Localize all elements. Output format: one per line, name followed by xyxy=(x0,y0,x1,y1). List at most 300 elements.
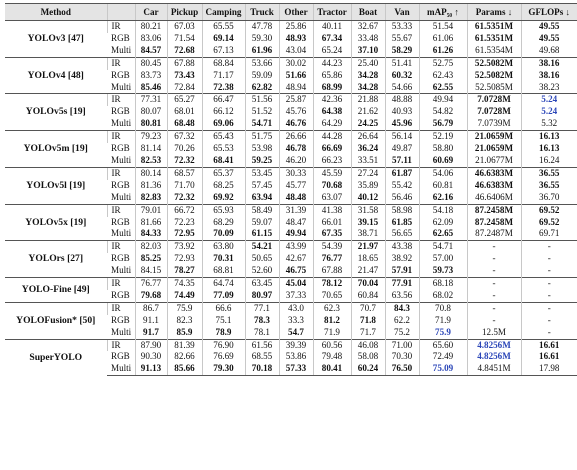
map50-cell: 51.54 xyxy=(419,21,467,33)
method-name: YOLOv5x [19] xyxy=(5,204,107,241)
tractor-cell: 67.34 xyxy=(313,33,351,45)
car-cell: 80.14 xyxy=(135,167,167,179)
car-cell: 76.77 xyxy=(135,278,167,290)
other-cell: 48.47 xyxy=(279,217,313,229)
gflops-cell: 36.70 xyxy=(521,192,577,204)
pickup-cell: 74.35 xyxy=(167,278,202,290)
other-cell: 30.02 xyxy=(279,57,313,69)
pickup-cell: 82.3 xyxy=(167,315,202,327)
map50-cell: 54.18 xyxy=(419,204,467,216)
van-cell: 77.91 xyxy=(385,278,419,290)
modality-cell: RGB xyxy=(111,253,130,264)
boat-cell: 60.84 xyxy=(351,290,385,302)
truck-cell: 51.52 xyxy=(245,106,279,118)
modality-cell: RGB xyxy=(111,106,130,117)
map50-cell: 68.18 xyxy=(419,278,467,290)
boat-cell: 33.48 xyxy=(351,33,385,45)
map50-cell: 54.06 xyxy=(419,167,467,179)
car-cell: 81.36 xyxy=(135,180,167,192)
tractor-cell: 40.11 xyxy=(313,21,351,33)
other-cell: 43.04 xyxy=(279,45,313,57)
camping-cell: 67.13 xyxy=(202,45,245,57)
table-row xyxy=(5,167,577,179)
other-cell: 46.20 xyxy=(279,155,313,167)
params-cell: - xyxy=(467,290,521,302)
camping-cell: 77.09 xyxy=(202,290,245,302)
boat-cell: 60.24 xyxy=(351,363,385,375)
modality-cell: Multi xyxy=(107,363,135,375)
gflops-cell: - xyxy=(521,278,577,290)
camping-cell: 65.93 xyxy=(202,204,245,216)
modality-cell: IR xyxy=(107,278,135,290)
boat-cell: 34.28 xyxy=(351,82,385,94)
car-cell: 82.83 xyxy=(135,192,167,204)
header-pickup: Pickup xyxy=(167,4,202,21)
camping-cell: 68.84 xyxy=(202,57,245,69)
truck-cell: 77.1 xyxy=(245,302,279,314)
boat-cell: 36.24 xyxy=(351,143,385,155)
map50-cell: 62.09 xyxy=(419,217,467,229)
pickup-cell: 72.32 xyxy=(167,155,202,167)
tractor-cell: 70.68 xyxy=(313,180,351,192)
pickup-cell: 85.66 xyxy=(167,363,202,375)
camping-cell: 68.41 xyxy=(202,155,245,167)
modality-cell: IR xyxy=(107,241,135,253)
map50-cell: 54.71 xyxy=(419,241,467,253)
tractor-cell: 66.69 xyxy=(313,143,351,155)
header-modality xyxy=(107,4,135,21)
pickup-cell: 72.95 xyxy=(167,228,202,240)
car-cell: 84.57 xyxy=(135,45,167,57)
params-cell: - xyxy=(467,302,521,314)
gflops-cell: 69.52 xyxy=(521,204,577,216)
other-cell: 49.94 xyxy=(279,228,313,240)
map50-cell: 54.82 xyxy=(419,106,467,118)
van-cell: 84.3 xyxy=(385,302,419,314)
results-table xyxy=(5,3,577,376)
pickup-cell: 68.01 xyxy=(167,106,202,118)
params-cell: 46.6383M xyxy=(467,167,521,179)
params-cell: 52.5082M xyxy=(467,57,521,69)
car-cell: 80.81 xyxy=(135,118,167,130)
truck-cell: 59.07 xyxy=(245,217,279,229)
tractor-cell: 78.12 xyxy=(313,278,351,290)
gflops-cell: 5.32 xyxy=(521,118,577,130)
pickup-cell: 72.68 xyxy=(167,45,202,57)
boat-cell: 71.7 xyxy=(351,327,385,339)
tractor-cell: 67.35 xyxy=(313,228,351,240)
params-cell: 61.5354M xyxy=(467,45,521,57)
camping-cell: 65.53 xyxy=(202,143,245,155)
car-cell: 83.06 xyxy=(135,33,167,45)
car-cell: 91.7 xyxy=(135,327,167,339)
truck-cell: 61.96 xyxy=(245,45,279,57)
tractor-cell: 64.38 xyxy=(313,106,351,118)
table-row xyxy=(5,302,577,314)
gflops-cell: - xyxy=(521,327,577,339)
pickup-cell: 67.03 xyxy=(167,21,202,33)
truck-cell: 78.3 xyxy=(245,315,279,327)
table-row xyxy=(5,57,577,69)
camping-cell: 68.81 xyxy=(202,265,245,277)
map50-cell: 62.55 xyxy=(419,82,467,94)
modality-cell: RGB xyxy=(111,179,130,190)
truck-cell: 59.30 xyxy=(245,33,279,45)
params-cell: 21.0659M xyxy=(467,143,521,155)
camping-cell: 66.47 xyxy=(202,94,245,106)
truck-cell: 52.60 xyxy=(245,265,279,277)
other-cell: 30.33 xyxy=(279,167,313,179)
pickup-cell: 82.66 xyxy=(167,351,202,363)
params-cell: 87.2458M xyxy=(467,204,521,216)
map50-cell: 75.09 xyxy=(419,363,467,375)
van-cell: 49.87 xyxy=(385,143,419,155)
modality-cell: RGB xyxy=(111,289,130,300)
other-cell: 43.99 xyxy=(279,241,313,253)
van-cell: 63.56 xyxy=(385,290,419,302)
truck-cell: 54.21 xyxy=(245,241,279,253)
modality-cell: Multi xyxy=(111,265,132,276)
tractor-cell: 71.9 xyxy=(313,327,351,339)
pickup-cell: 71.54 xyxy=(167,33,202,45)
car-cell: 91.1 xyxy=(135,315,167,327)
params-cell: 46.6383M xyxy=(467,180,521,192)
truck-cell: 54.71 xyxy=(245,118,279,130)
gflops-cell: - xyxy=(521,253,577,265)
tractor-cell: 54.39 xyxy=(313,241,351,253)
truck-cell: 63.94 xyxy=(245,192,279,204)
params-cell: - xyxy=(467,241,521,253)
truck-cell: 58.49 xyxy=(245,204,279,216)
pickup-cell: 72.84 xyxy=(167,82,202,94)
van-cell: 70.30 xyxy=(385,351,419,363)
truck-cell: 51.75 xyxy=(245,131,279,143)
pickup-cell: 67.88 xyxy=(167,57,202,69)
van-cell: 55.42 xyxy=(385,180,419,192)
method-name: YOLOv5m [19] xyxy=(5,131,107,168)
map50-cell: 52.75 xyxy=(419,57,467,69)
gflops-cell: 36.55 xyxy=(521,167,577,179)
van-cell: 51.41 xyxy=(385,57,419,69)
car-cell: 84.33 xyxy=(135,228,167,240)
modality-cell: RGB xyxy=(111,143,130,154)
other-cell: 46.76 xyxy=(279,118,313,130)
gflops-cell: 49.55 xyxy=(521,33,577,45)
table-row xyxy=(5,204,577,216)
gflops-cell: 5.24 xyxy=(521,106,577,118)
boat-cell: 18.65 xyxy=(351,253,385,265)
map50-cell: 49.94 xyxy=(419,94,467,106)
truck-cell: 51.56 xyxy=(245,94,279,106)
gflops-cell: 49.68 xyxy=(521,45,577,57)
tractor-cell: 70.65 xyxy=(313,290,351,302)
boat-cell: 24.25 xyxy=(351,118,385,130)
boat-cell: 39.15 xyxy=(351,217,385,229)
camping-cell: 78.9 xyxy=(202,327,245,339)
tractor-cell: 79.48 xyxy=(313,351,351,363)
modality-cell: IR xyxy=(107,339,135,351)
gflops-cell: 16.24 xyxy=(521,155,577,167)
tractor-cell: 81.2 xyxy=(313,315,351,327)
other-cell: 46.78 xyxy=(279,143,313,155)
params-cell: - xyxy=(467,278,521,290)
map50-cell: 60.69 xyxy=(419,155,467,167)
params-cell: - xyxy=(467,265,521,277)
camping-cell: 72.38 xyxy=(202,82,245,94)
tractor-cell: 62.3 xyxy=(313,302,351,314)
truck-cell: 59.25 xyxy=(245,155,279,167)
map50-cell: 58.80 xyxy=(419,143,467,155)
tractor-cell: 41.38 xyxy=(313,204,351,216)
van-cell: 56.14 xyxy=(385,131,419,143)
van-cell: 76.50 xyxy=(385,363,419,375)
modality-cell: Multi xyxy=(111,118,132,129)
other-cell: 45.77 xyxy=(279,180,313,192)
map50-cell: 62.43 xyxy=(419,70,467,82)
params-cell: 7.0728M xyxy=(467,94,521,106)
map50-cell: 59.73 xyxy=(419,265,467,277)
other-cell: 25.86 xyxy=(279,21,313,33)
camping-cell: 65.37 xyxy=(202,167,245,179)
tractor-cell: 65.86 xyxy=(313,70,351,82)
camping-cell: 63.80 xyxy=(202,241,245,253)
modality-cell: RGB xyxy=(111,216,130,227)
modality-cell: Multi xyxy=(111,191,132,202)
gflops-cell: 69.71 xyxy=(521,228,577,240)
gflops-cell: 49.55 xyxy=(521,21,577,33)
modality-cell: Multi xyxy=(111,326,132,337)
boat-cell: 46.08 xyxy=(351,339,385,351)
van-cell: 45.96 xyxy=(385,118,419,130)
truck-cell: 57.45 xyxy=(245,180,279,192)
gflops-cell: 69.52 xyxy=(521,217,577,229)
params-cell: 52.5082M xyxy=(467,70,521,82)
boat-cell: 58.08 xyxy=(351,351,385,363)
tractor-cell: 66.01 xyxy=(313,217,351,229)
tractor-cell: 76.77 xyxy=(313,253,351,265)
table-row xyxy=(5,339,577,351)
table-row xyxy=(5,131,577,143)
truck-cell: 63.45 xyxy=(245,278,279,290)
params-cell: 52.5085M xyxy=(467,82,521,94)
truck-cell: 47.78 xyxy=(245,21,279,33)
pickup-cell: 72.32 xyxy=(167,192,202,204)
tractor-cell: 80.41 xyxy=(313,363,351,375)
camping-cell: 76.69 xyxy=(202,351,245,363)
van-cell: 61.85 xyxy=(385,217,419,229)
other-cell: 26.66 xyxy=(279,131,313,143)
params-cell: 12.5M xyxy=(467,327,521,339)
truck-cell: 59.09 xyxy=(245,70,279,82)
camping-cell: 69.06 xyxy=(202,118,245,130)
pickup-cell: 78.27 xyxy=(167,265,202,277)
params-cell: 21.0659M xyxy=(467,131,521,143)
header-car: Car xyxy=(135,4,167,21)
tractor-cell: 67.88 xyxy=(313,265,351,277)
method-name: YOLOv4 [48] xyxy=(5,57,107,94)
header-other: Other xyxy=(279,4,313,21)
camping-cell: 79.30 xyxy=(202,363,245,375)
params-cell: - xyxy=(467,253,521,265)
gflops-cell: - xyxy=(521,315,577,327)
params-cell: 21.0677M xyxy=(467,155,521,167)
camping-cell: 69.92 xyxy=(202,192,245,204)
camping-cell: 75.1 xyxy=(202,315,245,327)
van-cell: 54.66 xyxy=(385,82,419,94)
other-cell: 46.75 xyxy=(279,265,313,277)
params-cell: 87.2458M xyxy=(467,217,521,229)
params-cell: 61.5351M xyxy=(467,33,521,45)
modality-cell: IR xyxy=(107,167,135,179)
boat-cell: 70.7 xyxy=(351,302,385,314)
method-name: YOLOv5l [19] xyxy=(5,167,107,204)
car-cell: 80.07 xyxy=(135,106,167,118)
tractor-cell: 45.59 xyxy=(313,167,351,179)
header-boat: Boat xyxy=(351,4,385,21)
modality-cell: RGB xyxy=(111,351,130,362)
van-cell: 75.2 xyxy=(385,327,419,339)
boat-cell: 34.28 xyxy=(351,70,385,82)
method-name: YOLOv5s [19] xyxy=(5,94,107,131)
pickup-cell: 85.9 xyxy=(167,327,202,339)
car-cell: 82.53 xyxy=(135,155,167,167)
map50-cell: 62.16 xyxy=(419,192,467,204)
modality-cell: IR xyxy=(107,57,135,69)
modality-cell: RGB xyxy=(111,314,130,325)
other-cell: 51.66 xyxy=(279,70,313,82)
method-name: SuperYOLO xyxy=(5,339,107,376)
camping-cell: 65.43 xyxy=(202,131,245,143)
map50-cell: 70.8 xyxy=(419,302,467,314)
modality-cell: IR xyxy=(107,131,135,143)
header-method: Method xyxy=(5,4,107,21)
other-cell: 31.39 xyxy=(279,204,313,216)
tractor-cell: 44.23 xyxy=(313,57,351,69)
camping-cell: 66.12 xyxy=(202,106,245,118)
map50-cell: 61.26 xyxy=(419,45,467,57)
map50-cell: 72.49 xyxy=(419,351,467,363)
truck-cell: 53.45 xyxy=(245,167,279,179)
other-cell: 39.39 xyxy=(279,339,313,351)
tractor-cell: 66.23 xyxy=(313,155,351,167)
header-van: Van xyxy=(385,4,419,21)
map50-cell: 56.79 xyxy=(419,118,467,130)
gflops-cell: 5.24 xyxy=(521,94,577,106)
table-header-row xyxy=(5,4,577,21)
camping-cell: 64.74 xyxy=(202,278,245,290)
van-cell: 53.33 xyxy=(385,21,419,33)
other-cell: 45.76 xyxy=(279,106,313,118)
modality-cell: IR xyxy=(107,204,135,216)
modality-cell: Multi xyxy=(111,44,132,55)
other-cell: 37.33 xyxy=(279,290,313,302)
table-row xyxy=(5,241,577,253)
params-cell: 87.2487M xyxy=(467,228,521,240)
truck-cell: 50.65 xyxy=(245,253,279,265)
boat-cell: 32.67 xyxy=(351,21,385,33)
map50-cell: 61.06 xyxy=(419,33,467,45)
gflops-cell: 38.16 xyxy=(521,70,577,82)
car-cell: 79.23 xyxy=(135,131,167,143)
camping-cell: 68.25 xyxy=(202,180,245,192)
van-cell: 57.91 xyxy=(385,265,419,277)
header-map50: mAP₅₀ ↑ xyxy=(419,4,467,21)
boat-cell: 21.97 xyxy=(351,241,385,253)
gflops-cell: 16.61 xyxy=(521,351,577,363)
other-cell: 48.94 xyxy=(279,82,313,94)
other-cell: 33.3 xyxy=(279,315,313,327)
pickup-cell: 74.49 xyxy=(167,290,202,302)
modality-cell: RGB xyxy=(111,32,130,43)
map50-cell: 62.65 xyxy=(419,228,467,240)
tractor-cell: 63.07 xyxy=(313,192,351,204)
van-cell: 55.67 xyxy=(385,33,419,45)
van-cell: 40.93 xyxy=(385,106,419,118)
pickup-cell: 81.39 xyxy=(167,339,202,351)
pickup-cell: 65.27 xyxy=(167,94,202,106)
params-cell: 4.8256M xyxy=(467,351,521,363)
camping-cell: 70.09 xyxy=(202,228,245,240)
van-cell: 60.32 xyxy=(385,70,419,82)
table-body xyxy=(5,21,577,376)
header-params: Params ↓ xyxy=(467,4,521,21)
camping-cell: 76.90 xyxy=(202,339,245,351)
other-cell: 54.7 xyxy=(279,327,313,339)
camping-cell: 71.17 xyxy=(202,70,245,82)
truck-cell: 80.97 xyxy=(245,290,279,302)
other-cell: 48.93 xyxy=(279,33,313,45)
modality-cell: Multi xyxy=(111,81,132,92)
boat-cell: 40.12 xyxy=(351,192,385,204)
gflops-cell: 16.61 xyxy=(521,339,577,351)
map50-cell: 71.9 xyxy=(419,315,467,327)
van-cell: 43.38 xyxy=(385,241,419,253)
method-name: YOLO-Fine [49] xyxy=(5,278,107,303)
car-cell: 81.66 xyxy=(135,217,167,229)
method-name: YOLOv3 [47] xyxy=(5,21,107,58)
truck-cell: 53.66 xyxy=(245,57,279,69)
params-cell: 7.0739M xyxy=(467,118,521,130)
other-cell: 53.86 xyxy=(279,351,313,363)
car-cell: 83.73 xyxy=(135,70,167,82)
pickup-cell: 68.48 xyxy=(167,118,202,130)
camping-cell: 69.14 xyxy=(202,33,245,45)
modality-cell: IR xyxy=(107,302,135,314)
boat-cell: 70.04 xyxy=(351,278,385,290)
boat-cell: 33.51 xyxy=(351,155,385,167)
car-cell: 85.46 xyxy=(135,82,167,94)
boat-cell: 37.10 xyxy=(351,45,385,57)
boat-cell: 35.89 xyxy=(351,180,385,192)
params-cell: 46.6406M xyxy=(467,192,521,204)
gflops-cell: - xyxy=(521,302,577,314)
other-cell: 42.67 xyxy=(279,253,313,265)
table-row xyxy=(5,94,577,106)
car-cell: 80.21 xyxy=(135,21,167,33)
modality-cell: Multi xyxy=(111,228,132,239)
gflops-cell: - xyxy=(521,265,577,277)
map50-cell: 60.81 xyxy=(419,180,467,192)
gflops-cell: - xyxy=(521,241,577,253)
map50-cell: 68.02 xyxy=(419,290,467,302)
boat-cell: 38.71 xyxy=(351,228,385,240)
car-cell: 77.31 xyxy=(135,94,167,106)
boat-cell: 71.8 xyxy=(351,315,385,327)
boat-cell: 27.24 xyxy=(351,167,385,179)
car-cell: 90.30 xyxy=(135,351,167,363)
table-row xyxy=(5,21,577,33)
camping-cell: 65.55 xyxy=(202,21,245,33)
